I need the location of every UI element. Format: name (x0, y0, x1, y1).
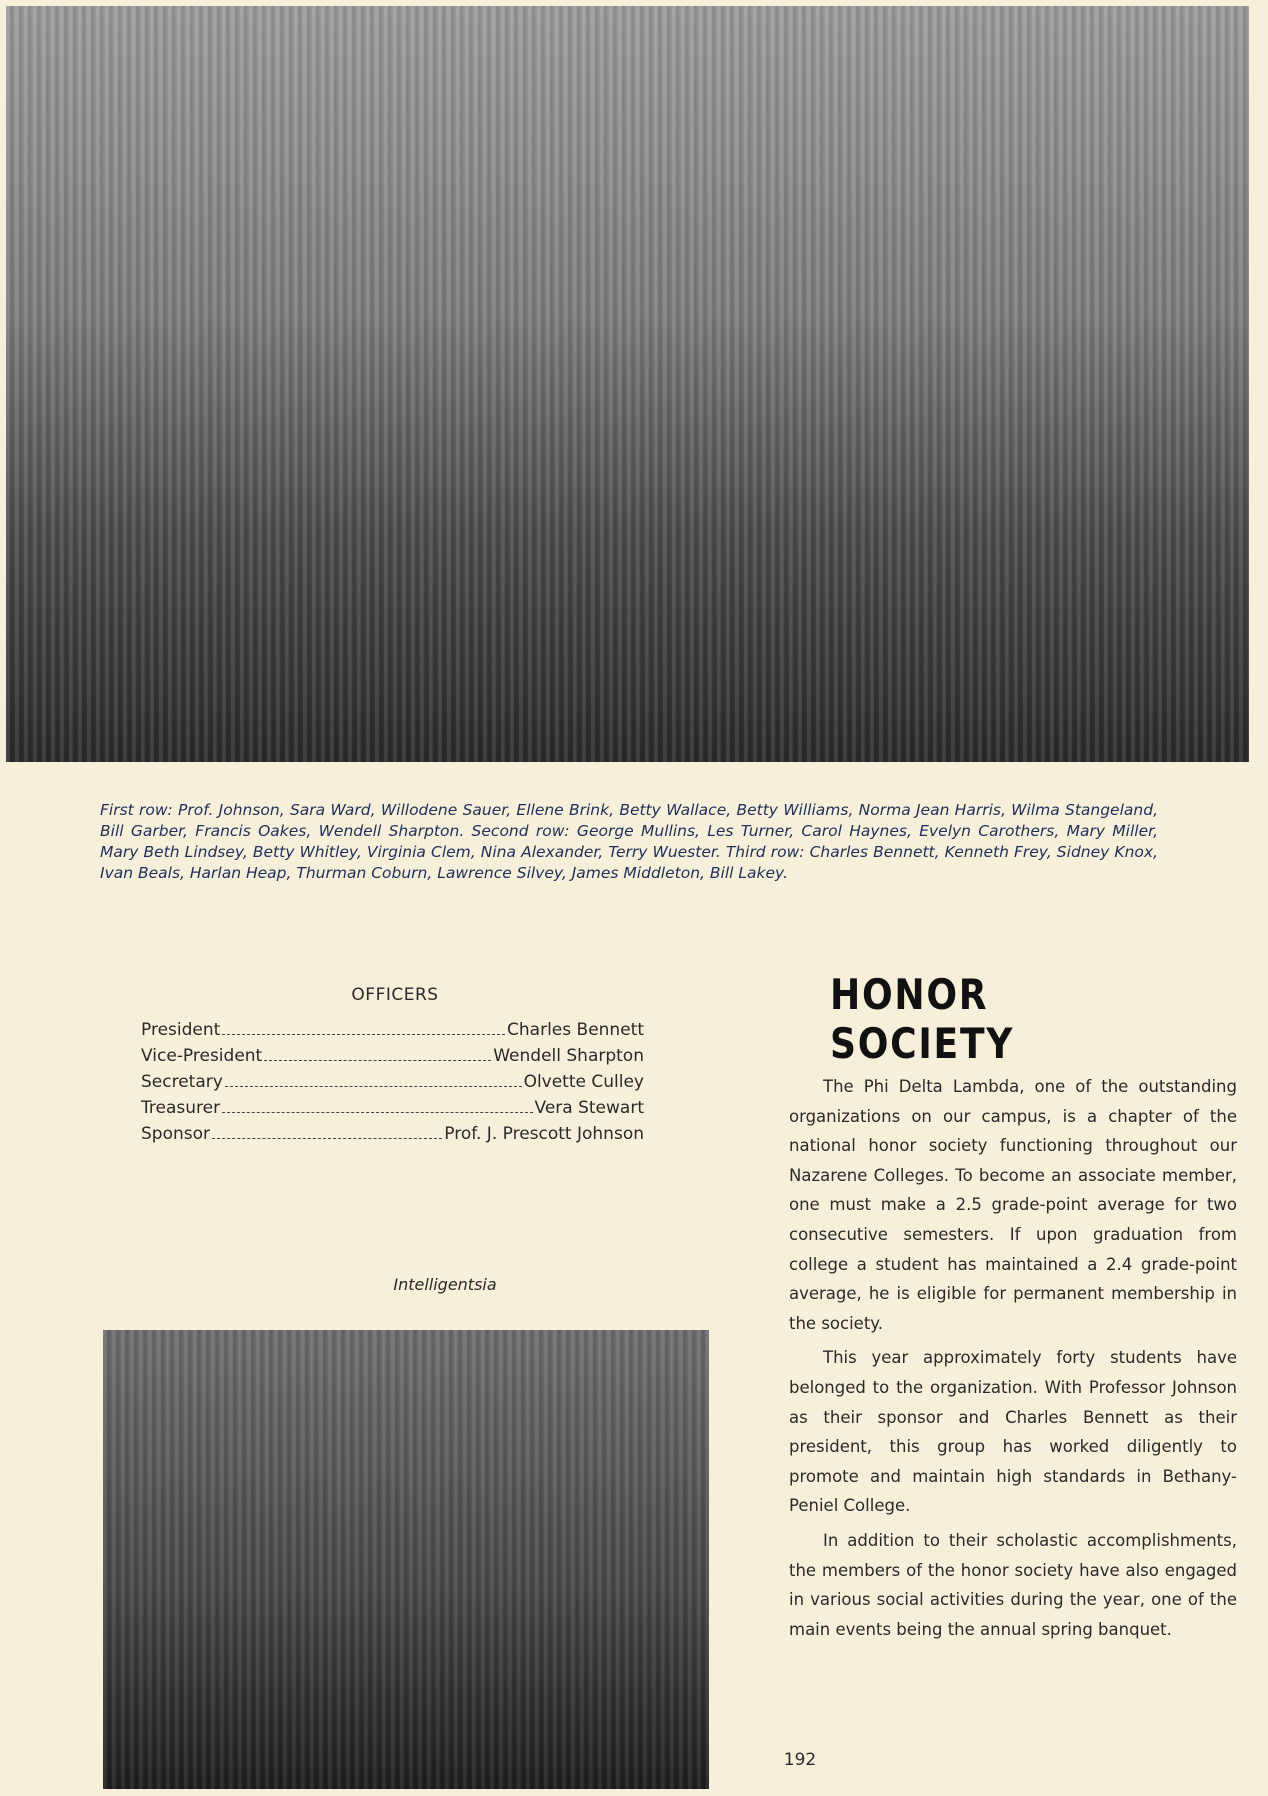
article-body (789, 1072, 1237, 1649)
officer-role: Sponsor (141, 1124, 211, 1144)
leader-dashes (212, 1138, 442, 1139)
officers-heading: OFFICERS (351, 985, 439, 1005)
officer-name: Olvette Culley (523, 1072, 644, 1092)
officer-row (141, 1121, 644, 1147)
paragraph: The Phi Delta Lambda, one of the outstanding organizations on our campus, is a chapter of the national honor society functioning throughout our Nazarene Colleges. To become an associate member, one must make a 2.5 grade-point average for two consecutive semesters. If upon graduation from college a student has maintained a 2.4 grade-point average, he is eligible for permanent membership in the society. (789, 1077, 1237, 1333)
officer-row (141, 1017, 644, 1043)
officer-row (141, 1069, 644, 1095)
officer-name: Wendell Sharpton (493, 1046, 644, 1066)
group-photo-caption: First row: Prof. Johnson, Sara Ward, Willodene Sauer, Ellene Brink, Betty Wallace, Betty Williams, Norma Jean Harris, Wilma Stangeland, Bill Garber, Francis Oakes, Wendell Sharpton. Second row: George Mullins, Les Turner, Carol Haynes, Evelyn Carothers, Mary Miller, Mary Beth Lindsey, Betty Whitley, Virginia Clem, Nina Alexander, Terry Wuester. Third row: Charles Bennett, Kenneth Frey, Sidney Knox, Ivan Beals, Harlan Heap, Thurman Coburn, Lawrence Silvey, James Middleton, Bill Lakey. (100, 801, 1158, 882)
officer-name: Charles Bennett (507, 1020, 644, 1040)
officer-name: Vera Stewart (534, 1098, 644, 1118)
paragraph: In addition to their scholastic accomplishments, the members of the honor society have also engaged in various social activities during the year, one of the main events being the annual spring banquet. (789, 1530, 1237, 1639)
leader-dashes (222, 1034, 505, 1035)
officer-role: Treasurer (141, 1098, 221, 1118)
officer-row (141, 1043, 644, 1069)
leader-dashes (222, 1112, 532, 1113)
page-number: 192 (783, 1750, 817, 1770)
award-photo-caption: Intelligentsia (393, 1275, 497, 1294)
leader-dashes (264, 1060, 491, 1061)
officer-role: Vice-President (141, 1046, 263, 1066)
paragraph: This year approximately forty students have belonged to the organization. With Professor Johnson as their sponsor and Charles Bennett as their president, this group has worked diligently to promote and maintain high standards in Bethany-Peniel College. (789, 1348, 1237, 1516)
officer-role: Secretary (141, 1072, 223, 1092)
officer-row (141, 1095, 644, 1121)
leader-dashes (225, 1086, 522, 1087)
award-photo (103, 1330, 709, 1789)
officer-role: President (141, 1020, 221, 1040)
group-photo (6, 6, 1249, 762)
page-title: HONOR SOCIETY (830, 970, 1015, 1068)
officer-name: Prof. J. Prescott Johnson (444, 1124, 644, 1144)
officers-list (141, 1017, 644, 1147)
